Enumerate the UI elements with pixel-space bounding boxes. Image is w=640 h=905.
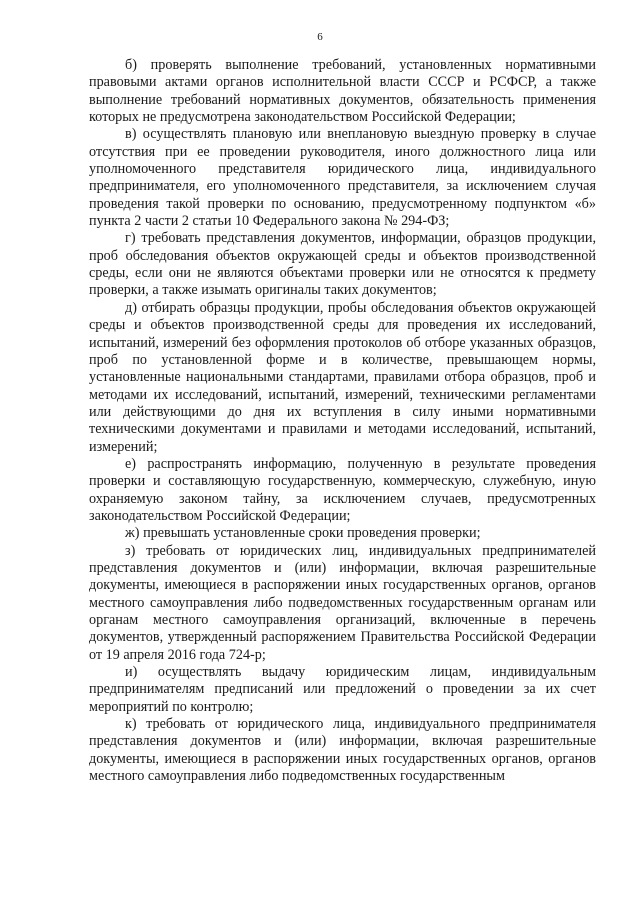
paragraph-z: з) требовать от юридических лиц, индивидуальных предпринимателей представления документов и (или) информации, включая разрешительные документы, имеющиеся в распоряжении иных государственных органов, органов местного самоуправления либо подведомственных государственным органам или органам местного самоуправления организаций, включенные в перечень документов, утвержденный распоряжением Правительства Российской Федерации от 19 апреля 2016 года 724-р; — [89, 542, 596, 663]
paragraph-g: г) требовать представления документов, информации, образцов продукции, проб обследования объектов окружающей среды и объектов производственной среды, если они не являются объектами проверки или не относятся к предмету проверки, а также изымать оригиналы таких документов; — [89, 230, 596, 299]
page-number: 6 — [317, 31, 323, 43]
paragraph-i: и) осуществлять выдачу юридическим лицам, индивидуальным предпринимателям предписаний или предложений о проведении за их счет мероприятий по контролю; — [89, 664, 596, 715]
paragraph-zh: ж) превышать установленные сроки проведения проверки; — [125, 525, 481, 542]
paragraph-v: в) осуществлять плановую или внеплановую выездную проверку в случае отсутствия при ее проведении руководителя, иного должностного лица или уполномоченного представителя юридического лица, индивидуального предпринимателя, его уполномоченного представителя, за исключением случая проведения такой проверки по основанию, предусмотренному подпунктом «б» пункта 2 части 2 статьи 10 Федерального закона № 294-ФЗ; — [89, 126, 596, 230]
paragraph-k: к) требовать от юридического лица, индивидуального предпринимателя представления документов и (или) информации, включая разрешительные документы, имеющиеся в распоряжении иных государственных органов, органов местного самоуправления либо подведомственных государственным — [89, 716, 596, 785]
paragraph-d: д) отбирать образцы продукции, пробы обследования объектов окружающей среды и объектов производственной среды для проведения их исследований, испытаний, измерений без оформления протоколов об отборе указанных образцов, проб по установленной форме и в количестве, превышающем нормы, установленные национальными стандартами, правилами отбора образцов, проб и методами их исследований, испытаний, измерений, техническими регламентами или действующими до дня их вступления в силу иными нормативными техническими документами и правилами и методами исследований, испытаний, измерений; — [89, 299, 596, 455]
document-body — [89, 57, 596, 785]
paragraph-e: е) распространять информацию, полученную в результате проведения проверки и составляющую государственную, коммерческую, служебную, иную охраняемую законом тайну, за исключением случаев, предусмотренных законодательством Российской Федерации; — [89, 455, 596, 524]
paragraph-b: б) проверять выполнение требований, установленных нормативными правовыми актами органов исполнительной власти СССР и РСФСР, а также выполнение требований нормативных документов, обязательность применения которых не предусмотрена законодательством Российской Федерации; — [89, 57, 596, 126]
